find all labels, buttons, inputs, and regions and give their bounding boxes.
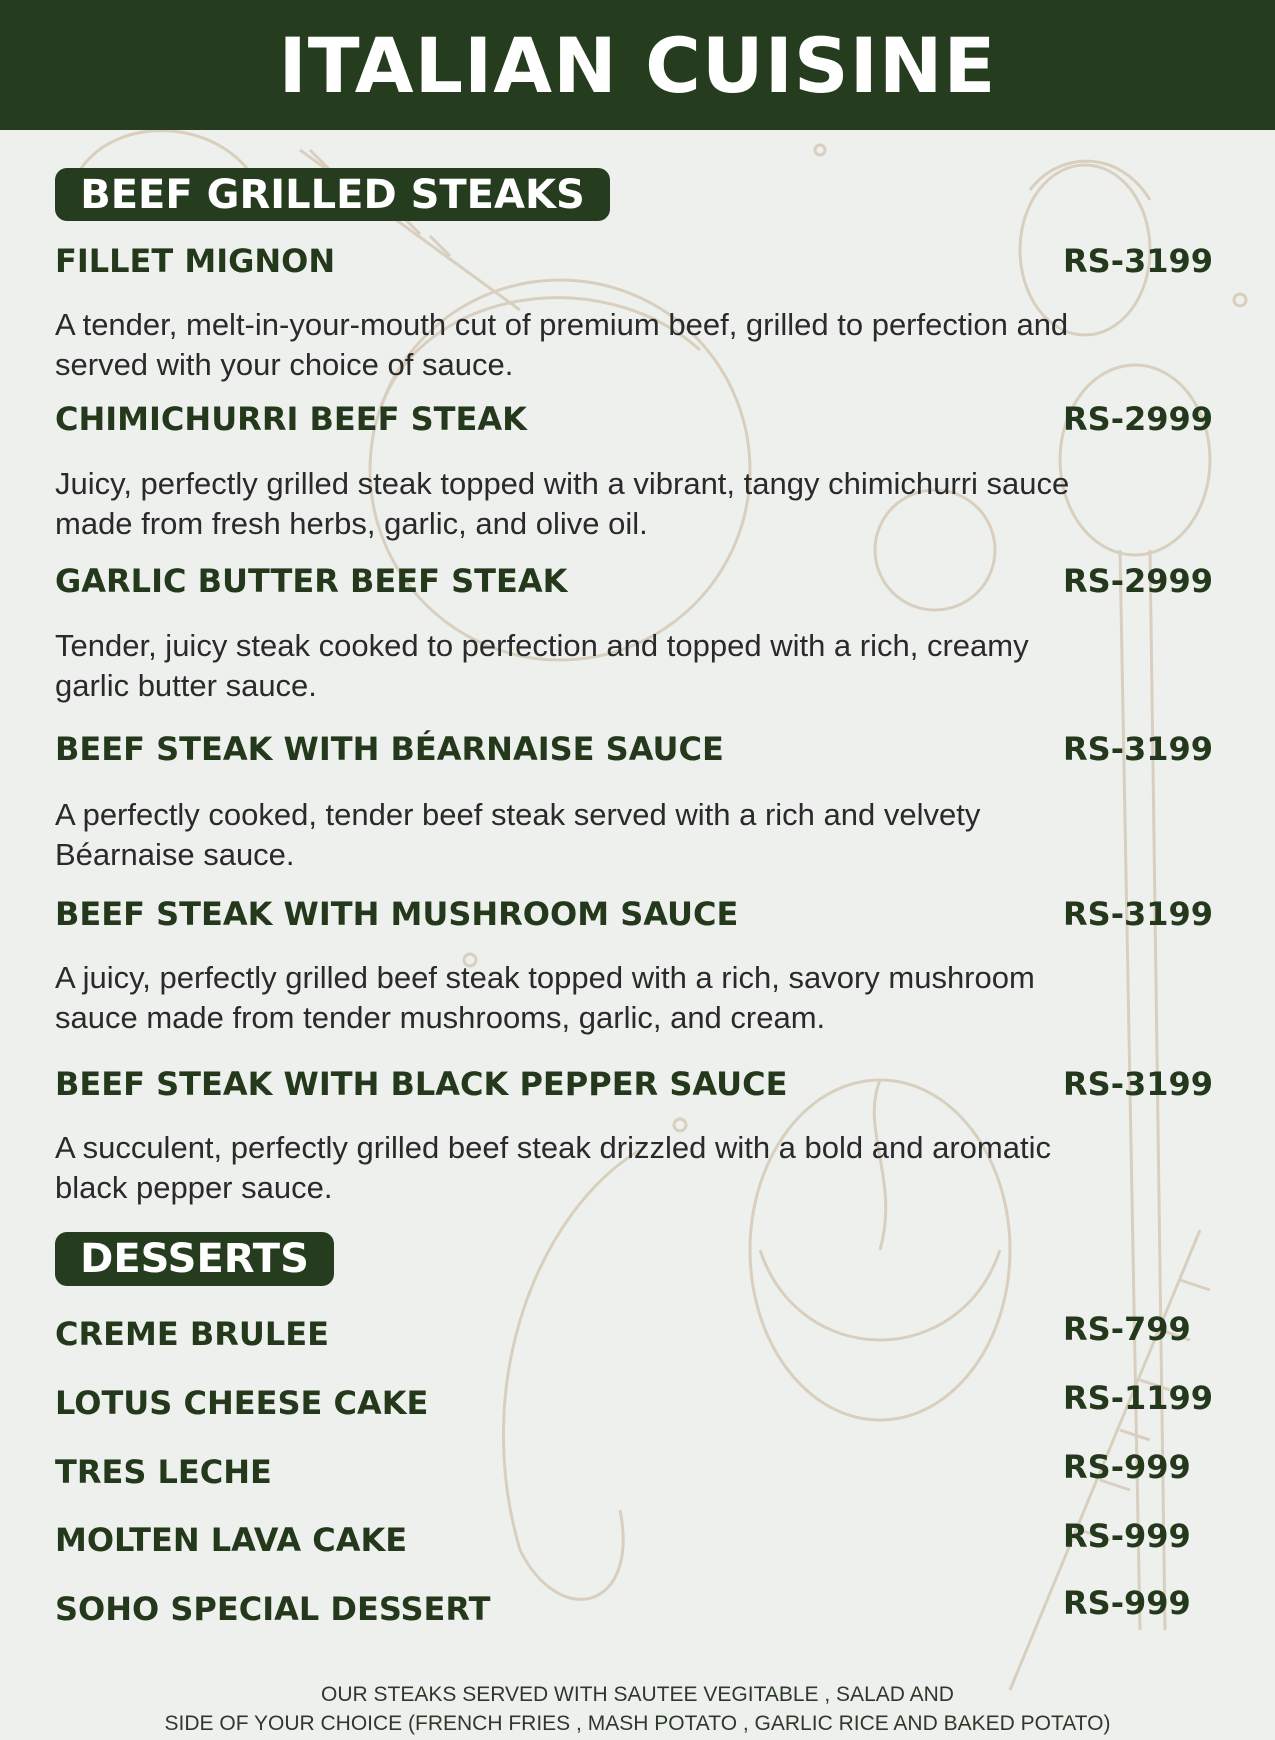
menu-item-description: A perfectly cooked, tender beef steak served with a rich and velvety Béarnaise sauce. <box>55 797 981 872</box>
menu-item-description: A juicy, perfectly grilled beef steak topped with a rich, savory mushroom sauce made from tender mushrooms, garlic, and cream. <box>55 960 1035 1035</box>
menu-item-price: RS-999 <box>1063 1584 1191 1622</box>
menu-item-price: RS-2999 <box>1063 562 1214 600</box>
menu-item-name: SOHO SPECIAL DESSERT <box>55 1590 491 1628</box>
menu-item-name: CREME BRULEE <box>55 1315 329 1353</box>
menu-item-description: Juicy, perfectly grilled steak topped with a vibrant, tangy chimichurri sauce made from fresh herbs, garlic, and olive oil. <box>55 466 1070 541</box>
menu-item-description: A succulent, perfectly grilled beef steak drizzled with a bold and aromatic black pepper sauce. <box>55 1130 1051 1205</box>
section-heading-steaks: BEEF GRILLED STEAKS <box>55 168 610 221</box>
footer-line-2: SIDE OF YOUR CHOICE (FRENCH FRIES , MASH POTATO , GARLIC RICE AND BAKED POTATO) <box>164 1712 1111 1735</box>
menu-item-price: RS-3199 <box>1063 1065 1214 1103</box>
menu-item-price: RS-3199 <box>1063 242 1214 280</box>
menu-item-name: FILLET MIGNON <box>55 242 336 280</box>
section-heading-desserts: DESSERTS <box>55 1232 334 1286</box>
menu-item-name: MOLTEN LAVA CAKE <box>55 1521 408 1559</box>
footer-line-1: OUR STEAKS SERVED WITH SAUTEE VEGITABLE , SALAD AND <box>321 1683 954 1706</box>
menu-item-price: RS-999 <box>1063 1517 1191 1555</box>
footer-note <box>0 1680 1275 1738</box>
menu-item-price: RS-1199 <box>1063 1379 1214 1417</box>
menu-item-name: CHIMICHURRI BEEF STEAK <box>55 400 527 438</box>
menu-item-name: BEEF STEAK WITH MUSHROOM SAUCE <box>55 895 739 933</box>
menu-item-name: BEEF STEAK WITH BLACK PEPPER SAUCE <box>55 1065 788 1103</box>
menu-item-name: GARLIC BUTTER BEEF STEAK <box>55 562 568 600</box>
menu-header <box>0 0 1275 130</box>
menu-item-price: RS-3199 <box>1063 895 1214 933</box>
menu-item-price: RS-2999 <box>1063 400 1214 438</box>
menu-item-price: RS-3199 <box>1063 730 1214 768</box>
menu-item-price: RS-999 <box>1063 1448 1191 1486</box>
menu-item-description: Tender, juicy steak cooked to perfection and topped with a rich, creamy garlic butter sauce. <box>55 628 1029 703</box>
menu-title: ITALIAN CUISINE <box>278 20 997 110</box>
menu-item-name: TRES LECHE <box>55 1453 272 1491</box>
menu-item-name: LOTUS CHEESE CAKE <box>55 1384 429 1422</box>
menu-item-name: BEEF STEAK WITH BÉARNAISE SAUCE <box>55 730 724 768</box>
menu-item-description: A tender, melt-in-your-mouth cut of premium beef, grilled to perfection and served with your choice of sauce. <box>55 307 1069 382</box>
menu-item-price: RS-799 <box>1063 1310 1191 1348</box>
